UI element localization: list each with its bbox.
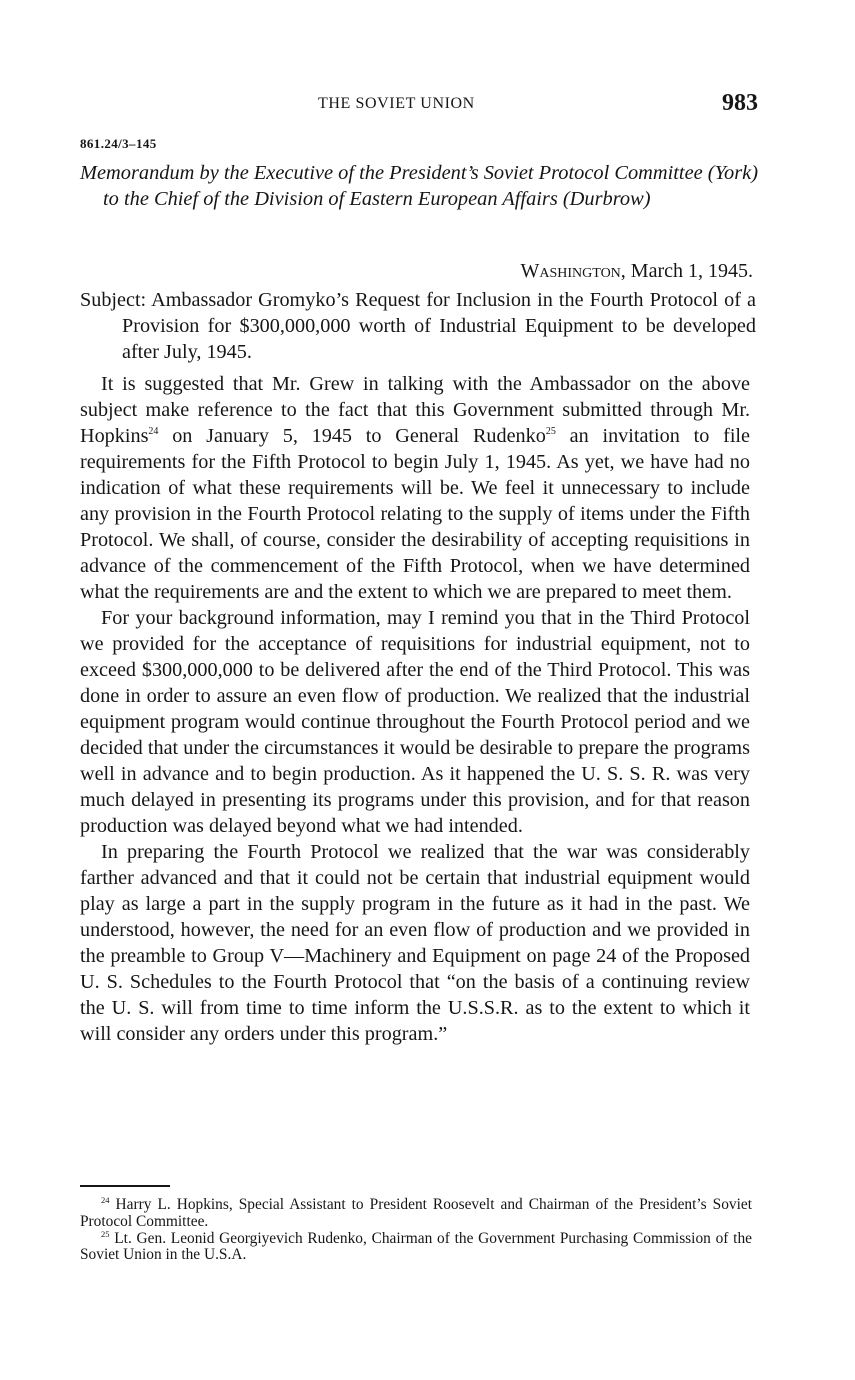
- footnote-text: Lt. Gen. Leonid Georgiyevich Rudenko, Chairman of the Government Purchasing Commission of the Soviet Union in the U.S.A.: [80, 1229, 752, 1264]
- subject-line: Subject: Ambassador Gromyko’s Request for Inclusion in the Fourth Protocol of a Provision for $300,000,000 worth of Industrial Equipment to be developed after July, 1945.: [80, 289, 756, 363]
- running-title: THE SOVIET UNION: [318, 95, 475, 112]
- dateline: [521, 260, 754, 283]
- dateline-date: , March 1, 1945.: [620, 260, 753, 282]
- body-paragraph-3: In preparing the Fourth Protocol we realized that the war was considerably farther advanced and that it could not be certain that industrial equipment would play as large a part in the supply program in the future as it had in the past. We understood, however, the need for an even flow of production and we provided in the preamble to Group V—Machinery and Equipment on page 24 of the Proposed U. S. Schedules to the Fourth Protocol that “on the basis of a continuing review the U. S. will from time to time inform the U.S.S.R. as to the extent to which it will consider any orders under this program.”: [80, 841, 750, 1045]
- footnote-ref-24: 24: [148, 426, 159, 437]
- footnote-24: [80, 1197, 752, 1231]
- paragraph-1-part-a: It is suggested that Mr. Grew in talking with the Ambassador on the above subject make reference to the fact that this Government submitted through Mr. Hopkins: [80, 373, 750, 447]
- document-id: 861.24/3–145: [80, 136, 157, 151]
- page-number: 983: [722, 90, 758, 116]
- memo-body: [80, 371, 750, 1047]
- paragraph-1-part-c: an invitation to file requirements for the Fifth Protocol to begin July 1, 1945. As yet, we have had no indication of what these requirements will be. We feel it unnecessary to include any provision in the Fourth Protocol relating to the supply of items under the Fifth Protocol. We shall, of course, consider the desirability of accepting requisitions in advance of the commencement of the Fifth Protocol, when we have determined what the requirements are and the extent to which we are prepared to meet them.: [80, 425, 750, 603]
- body-paragraph-1: [80, 371, 750, 605]
- footnotes: [80, 1197, 752, 1264]
- body-paragraph-2: For your background information, may I remind you that in the Third Protocol we provided for the acceptance of requisitions for industrial equipment, not to exceed $300,000,000 to be delivered after the end of the Third Protocol. This was done in order to assure an even flow of production. We realized that the industrial equipment program would continue throughout the Fourth Protocol period and we decided that under the circumstances it would be desirable to prepare the programs well in advance and to begin production. As it happened the U. S. S. R. was very much delayed in presenting its programs under this provision, and for that reason production was delayed beyond what we had intended.: [80, 607, 750, 837]
- footnote-text: Harry L. Hopkins, Special Assistant to President Roosevelt and Chairman of the President’s Soviet Protocol Committee.: [80, 1196, 752, 1230]
- footnote-divider: [80, 1185, 170, 1187]
- footnote-number: 25: [101, 1228, 110, 1239]
- dateline-place: Washington: [520, 260, 621, 282]
- memo-title: Memorandum by the Executive of the President’s Soviet Protocol Committee (York) to the Chief of the Division of Eastern European Affairs (Durbrow): [80, 162, 759, 210]
- footnote-25: [80, 1228, 752, 1265]
- running-header: [0, 90, 855, 126]
- footnote-number: 24: [101, 1195, 110, 1205]
- paragraph-1-part-b: on January 5, 1945 to General Rudenko: [158, 425, 546, 447]
- footnote-ref-25: 25: [545, 426, 556, 437]
